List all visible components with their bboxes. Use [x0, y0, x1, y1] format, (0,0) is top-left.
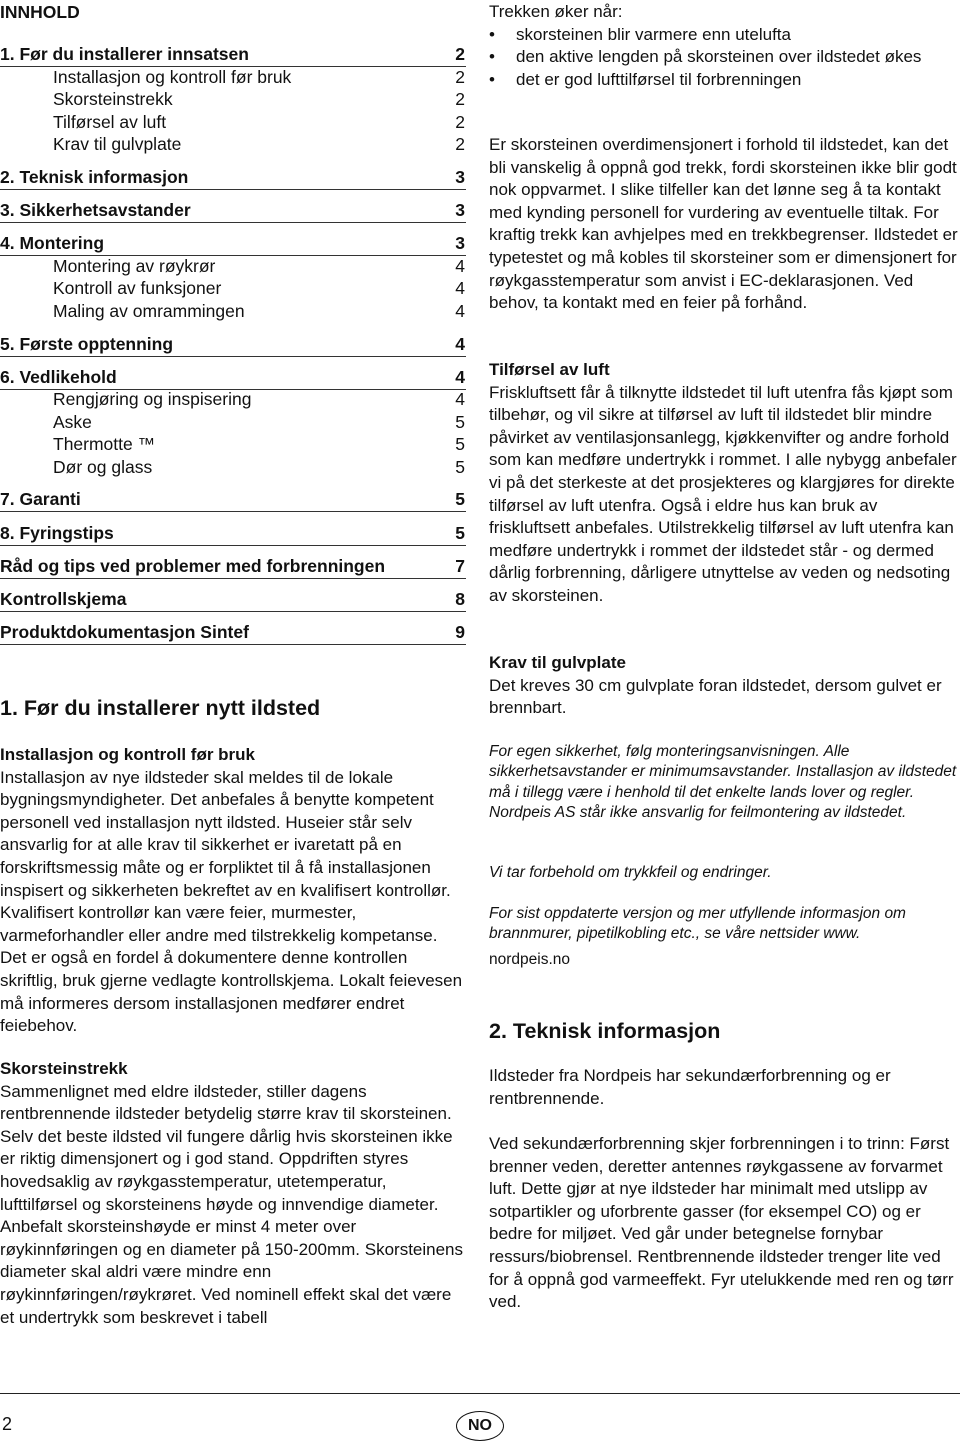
toc-title: Kontroll av funksjoner [53, 278, 222, 298]
toc-title: Råd og tips ved problemer med forbrenningen [0, 556, 386, 576]
toc-row[interactable] [0, 166, 466, 188]
chimney-draft-body: Sammenlignet med eldre ildsteder, stiller dagens rentbrennende ildsteder betydelig større krav til skorsteinen. Selv det beste ildsted vil fungere dårlig hvis skorsteinen ikke er riktig dimensjonert og i god stand. Oppdriften styres hovedsaklig av røykgasstemperatur, utetemperatur, lufttilførsel og skorsteinens høyde og innvendige diameter. Anbefalt skorsteinshøyde er minst 4 meter over røykinnføringen og en diameter på 150-200mm. Skorsteinens diameter skal aldri være mindre enn røykinnføringen/røykrøret. Ved nominell effekt skal det være et undertrykk som beskrevet i tabell [0, 1081, 464, 1327]
toc-page-number: 2 [455, 112, 465, 132]
toc-page-number: 4 [455, 334, 465, 354]
toc-title: Aske [53, 412, 92, 432]
air-supply-body: Friskluftsett får å tilknytte ildstedet til luft utenfra fås kjøpt som tilbehør, og vil sikre at tilførsel av luft til ildstedet blir mindre påvirket av ventilasjonsanlegg, kjøkkenvifter og andre forhold som kan medføre undertrykk i rommet. I alle nybygg anbefaler vi på det sterkeste at det prosjekteres og klargjøres for direkte tilførsel av luft utenfra. Også i eldre hus kan bruk av friskluftsett anbefales. Utilstrekkelig tilførsel av luft utenfra kan medføre undertrykk i rommet der ildstedet står - og dermed dårlig forbrenning, dårligere utnyttelse av veden og nedsoting av skorsteinen. [489, 382, 957, 605]
toc-title: 3. Sikkerhetsavstander [0, 200, 191, 220]
toc-row[interactable] [0, 366, 466, 388]
toc-title: 2. Teknisk informasjon [0, 167, 189, 187]
toc-row[interactable] [0, 277, 466, 299]
toc-page-number: 4 [455, 301, 465, 321]
website-link[interactable]: nordpeis.no [489, 951, 571, 968]
list-item: • det er god lufttilførsel til forbrenningen [489, 69, 959, 92]
air-supply-section [489, 359, 959, 608]
toc-page-number: 4 [455, 389, 465, 409]
toc-title: Maling av omrammingen [53, 301, 245, 321]
toc-row[interactable] [0, 66, 466, 88]
toc-page-number: 5 [455, 412, 465, 432]
toc-title: Montering av røykrør [53, 256, 216, 276]
list-item: • skorsteinen blir varmere enn utelufta [489, 24, 959, 47]
toc-row[interactable] [0, 300, 466, 322]
language-code: NO [468, 1417, 492, 1434]
floor-plate-body: Det kreves 30 cm gulvplate foran ildstedet, dersom gulvet er brennbart. [489, 675, 942, 718]
toc-title: Kontrollskjema [0, 589, 127, 609]
toc-title: Rengjøring og inspisering [53, 389, 252, 409]
toc-page-number: 4 [455, 256, 465, 276]
toc-row[interactable] [0, 621, 466, 643]
oversized-chimney-text: Er skorsteinen overdimensjonert i forhold til ildstedet, kan det bli vanskelig å oppnå god trekk, fordi skorsteinen ikke blir godt nok oppvarmet. I slike tilfeller kan det lønne seg å ta kontakt med kynding personell for vurdering av eventuelle tiltak. For kraftig trekk kan avhjelpes med en trekkbegrenser. Ildstedet er typetestet og må kobles til skorsteiner som er dimensjonert for røykgasstemperatur som anvist i EC-deklarasjonen. Ved behov, ta kontakt med en feier på forhånd. [489, 135, 958, 313]
toc-title: Dør og glass [53, 457, 153, 477]
draft-increase-section [489, 1, 959, 91]
language-badge [456, 1411, 504, 1441]
toc-row[interactable] [0, 522, 466, 544]
technical-info-heading: 2. Teknisk informasjon [489, 1019, 721, 1043]
toc-page-number: 9 [455, 622, 465, 642]
toc-row[interactable] [0, 433, 466, 455]
toc-title: 5. Første opptenning [0, 334, 174, 354]
toc-title: Krav til gulvplate [53, 134, 182, 154]
chimney-draft-heading: Skorsteinstrekk [0, 1059, 128, 1078]
oversized-chimney-paragraph [489, 134, 959, 315]
toc-page-number: 3 [455, 233, 465, 253]
toc-row[interactable] [0, 555, 466, 577]
list-item: • den aktive lengden på skorsteinen over ildstedet økes [489, 46, 959, 69]
toc-row[interactable] [0, 111, 466, 133]
floor-plate-heading: Krav til gulvplate [489, 653, 626, 672]
toc-page-number: 8 [455, 589, 465, 609]
toc-page-number: 4 [455, 367, 465, 387]
disclaimer-note: Vi tar forbehold om trykkfeil og endringer. [489, 864, 772, 881]
toc-title: 6. Vedlikehold [0, 367, 117, 387]
toc-page-number: 5 [455, 489, 465, 509]
toc-page-number: 2 [455, 67, 465, 87]
toc-row[interactable] [0, 388, 466, 410]
technical-info-p1: Ildsteder fra Nordpeis har sekundærforbrenning og er rentbrennende. [489, 1066, 891, 1108]
installation-body: Installasjon av nye ildsteder skal meldes til de lokale bygningsmyndigheter. Det anbefales å benytte kompetent personell ved installasjon nytt ildsted. Huseier står selv ansvarlig for at alle krav til sikkerhet er ivaretatt på en forskriftsmessig måte og er forpliktet til å få installasjonen inspisert og sikkerheten bekreftet av en kvalifisert kontrollør. Kvalifisert kontrollør kan være feier, murmester, varmeforhandler eller andre med tilstrekkelig kompetanse. Det er også en fordel å dokumentere denne kontrollen skriftlig, bruk gjerne vedlagte kontrollskjema. Lokalt feievesen må informeres dersom installasjonen medfører endret feiebehov. [0, 767, 463, 1036]
toc-row[interactable] [0, 43, 466, 65]
installation-heading: Installasjon og kontroll før bruk [0, 745, 256, 764]
toc-title: 8. Fyringstips [0, 523, 114, 543]
toc-title: Installasjon og kontroll før bruk [53, 67, 292, 87]
toc-row[interactable] [0, 255, 466, 277]
toc-page-number: 5 [455, 457, 465, 477]
draft-bullet-list [489, 24, 959, 92]
toc-row[interactable] [0, 488, 466, 510]
toc-row[interactable] [0, 588, 466, 610]
toc-row[interactable] [0, 333, 466, 355]
toc-row[interactable] [0, 133, 466, 155]
toc-page-number: 5 [455, 434, 465, 454]
footer-divider [0, 1393, 960, 1394]
toc-title: Thermotte ™ [53, 434, 156, 454]
toc-row[interactable] [0, 411, 466, 433]
toc-title: 7. Garanti [0, 489, 81, 509]
technical-info-p2: Ved sekundærforbrenning skjer forbrenningen i to trinn: Først brenner veden, deretter antennes røykgassene av forvarmet luft. Dette gjør at nye ildsteder har minimalt med utslipp av sotpartikler og uforbrente gasser (for eksempel CO) og er bedre for miljøet. Ved går under betegnelse fornybar ressurs/biobrensel. Rentbrennende ildsteder trenger lite ved for å oppnå god varmeeffekt. Fyr utelukkende med ren og tørr ved. [489, 1134, 954, 1312]
toc-page-number: 4 [455, 278, 465, 298]
toc-page-number: 7 [455, 556, 465, 576]
toc-page-number: 2 [455, 89, 465, 109]
toc-row[interactable] [0, 199, 466, 221]
draft-intro: Trekken øker når: [489, 2, 623, 21]
toc-heading: INNHOLD [0, 2, 80, 22]
toc-title: 4. Montering [0, 233, 105, 253]
installation-section [0, 744, 466, 1038]
toc-page-number: 2 [455, 44, 465, 64]
floor-plate-section [489, 652, 959, 720]
section1-heading: 1. Før du installerer nytt ildsted [0, 696, 321, 720]
toc-row[interactable] [0, 456, 466, 478]
page-number: 2 [2, 1414, 13, 1434]
toc-page-number: 2 [455, 134, 465, 154]
toc-title: Produktdokumentasjon Sintef [0, 622, 249, 642]
toc-title: Skorsteinstrekk [53, 89, 173, 109]
safety-note: For egen sikkerhet, følg monteringsanvisningen. Alle sikkerhetsavstander er minimumsavstander. Installasjon av ildstedet må i tillegg være i henhold til det enkelte lands lover og regler. Nordpeis AS står ikke ansvarlig for feilmontering av ildstedet. [489, 743, 957, 822]
toc-row[interactable] [0, 88, 466, 110]
chimney-draft-section [0, 1058, 466, 1329]
toc-title: 1. Før du installerer innsatsen [0, 44, 249, 64]
toc-row[interactable] [0, 232, 466, 254]
toc-page-number: 3 [455, 200, 465, 220]
air-supply-heading: Tilførsel av luft [489, 360, 610, 379]
toc-title: Tilførsel av luft [53, 112, 167, 132]
toc-page-number: 5 [455, 523, 465, 543]
toc-page-number: 3 [455, 167, 465, 187]
website-note: For sist oppdaterte versjon og mer utfyllende informasjon om brannmurer, pipetilkobling etc., se våre nettsider www. [489, 905, 906, 943]
